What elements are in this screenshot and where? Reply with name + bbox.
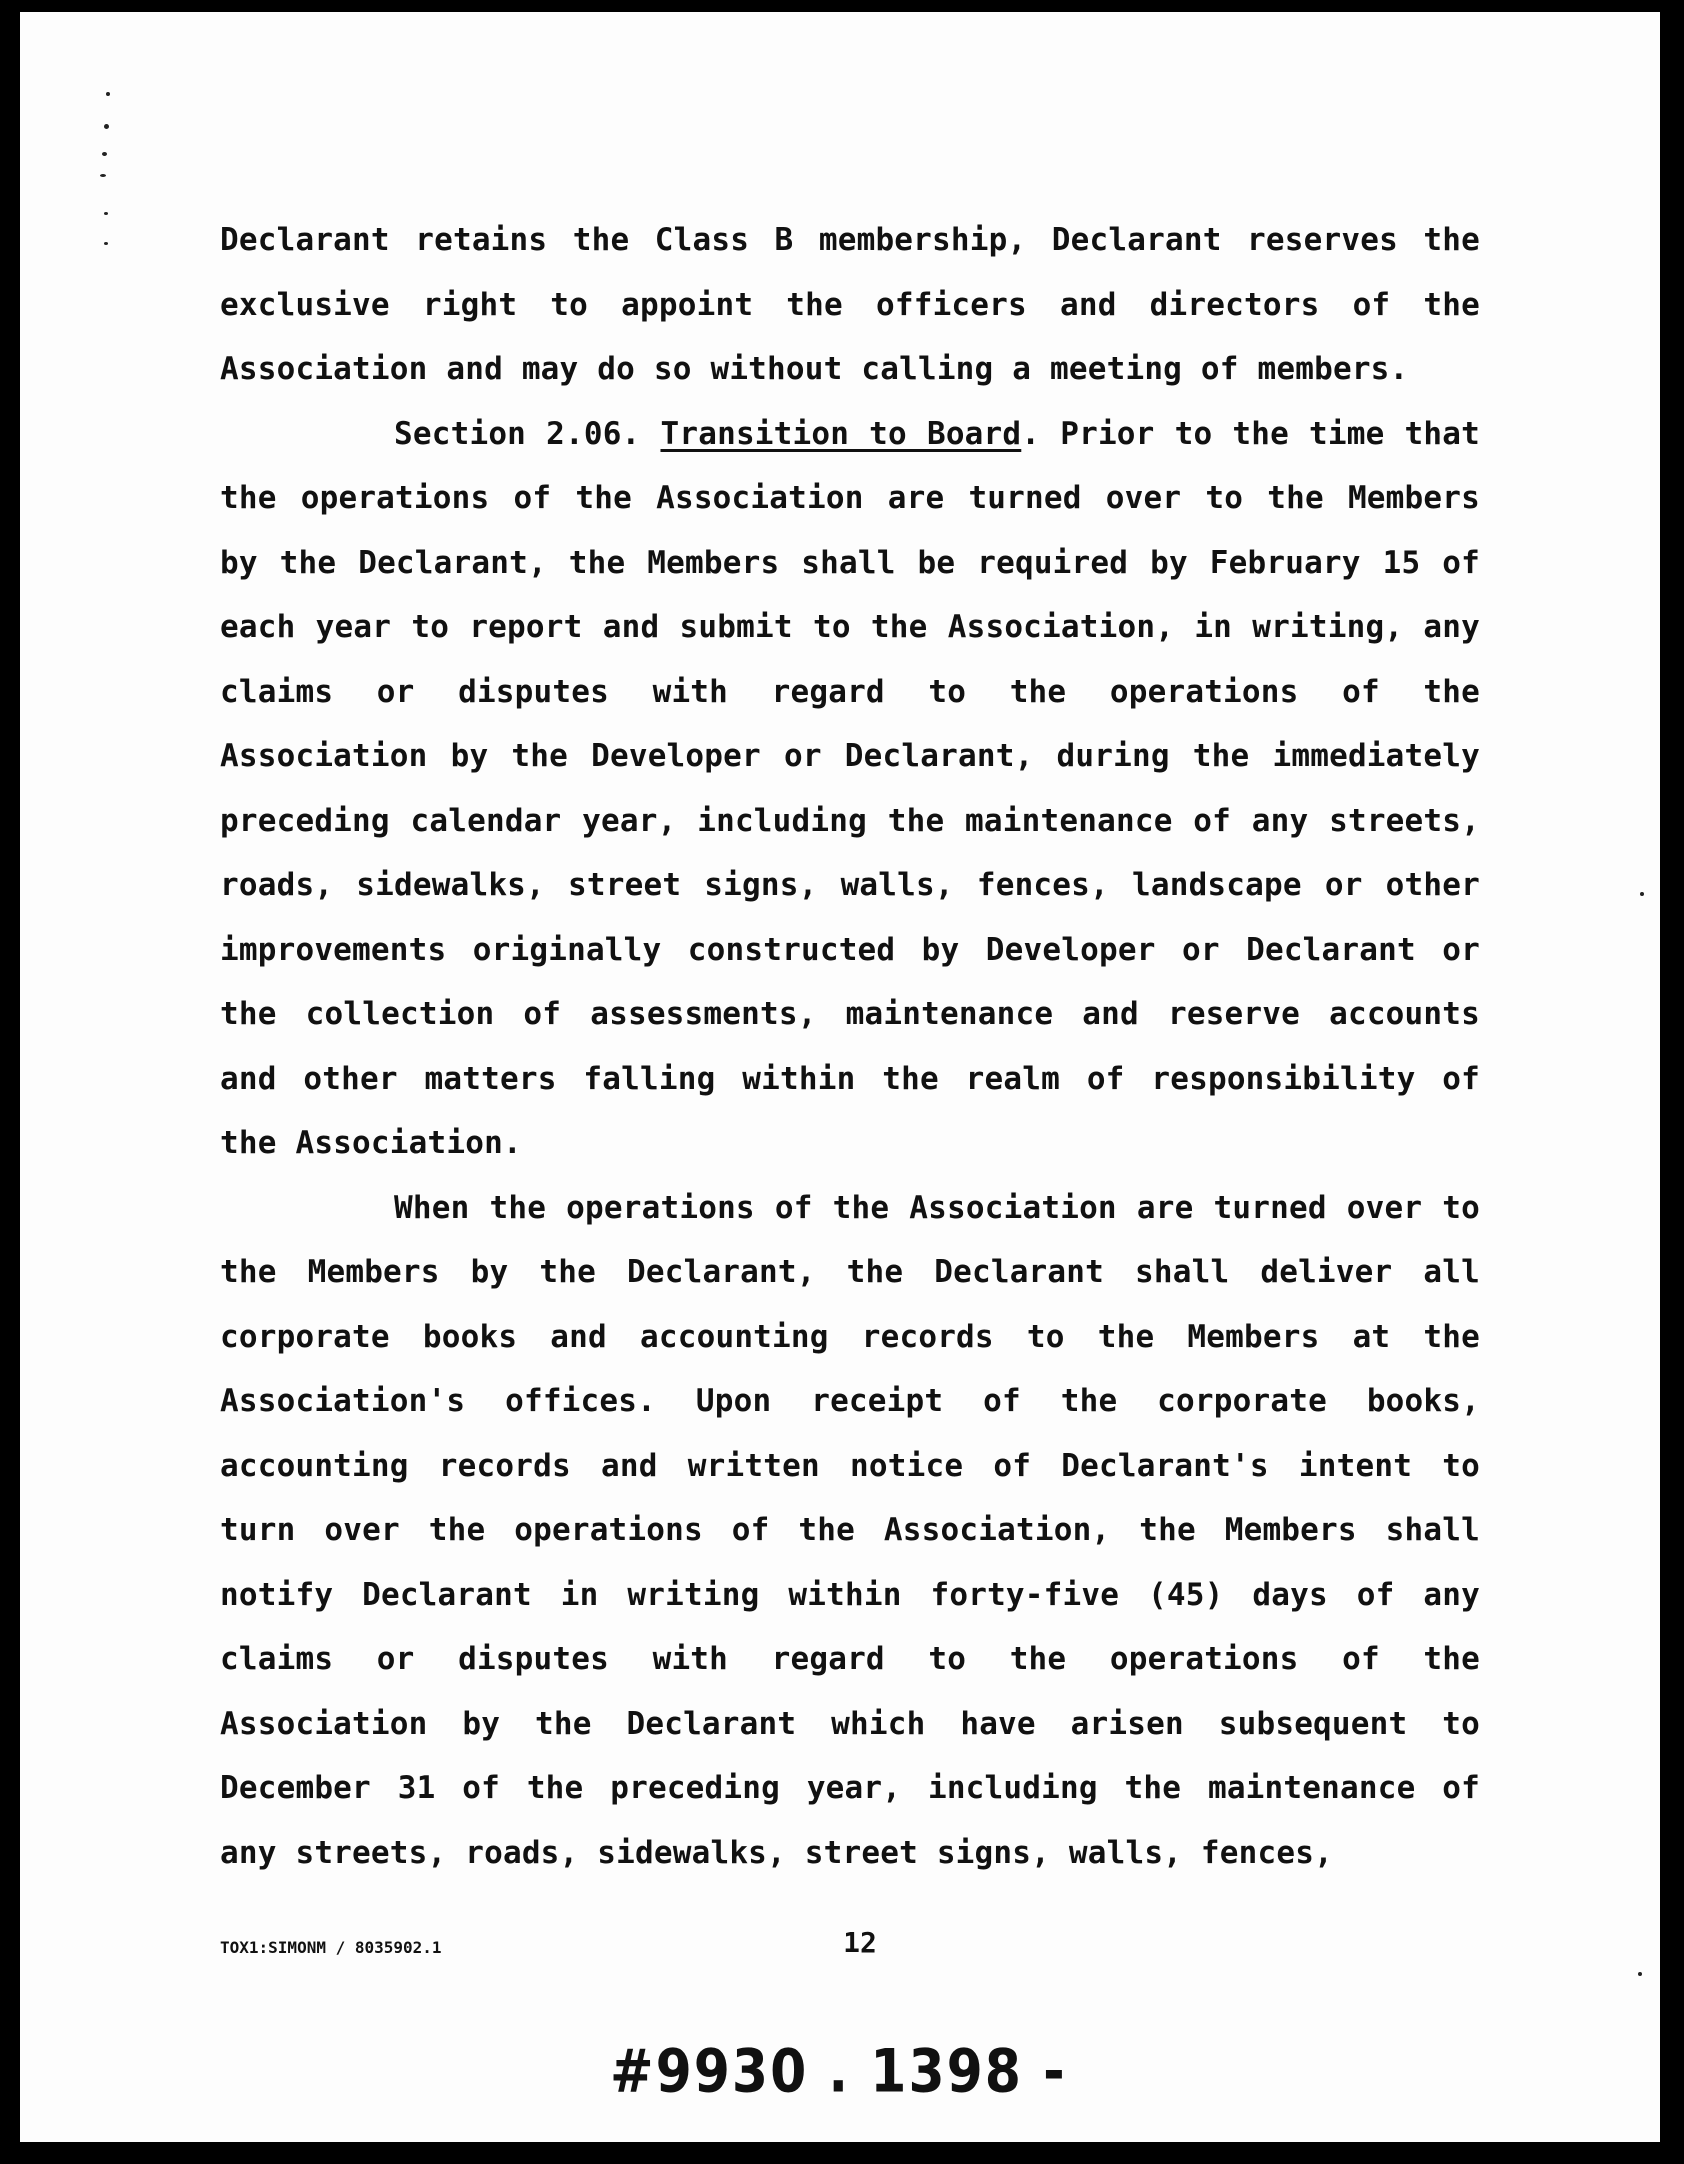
section-body: Prior to the time that the operations of the Association are turned over to the Members by the Declarant, the Members shall be required by February 15 of each year to report and submit to the Association, in writing, any claims or disputes with regard to the operations of the Association by the Developer or Declarant, during the immediately preceding calendar year, including the maintenance of any streets, roads, sidewalks, street signs, walls, fences, landscape or other improvements originally constructed by Developer or Declarant or the collection of assessments, maintenance and reserve accounts and other matters falling within the realm of responsibility of the Association. xyxy=(220,415,1480,1161)
scan-speck xyxy=(106,92,110,96)
paragraph-3: When the operations of the Association are turned over to the Members by the Declarant, the Declarant shall deliver all corporate books and accounting records to the Members at the Association's offices. Upon receipt of the corporate books, accounting records and written notice of Declarant's intent to turn over the operations of the Association, the Members shall notify Declarant in writing within forty-five (45) days of any claims or disputes with regard to the operations of the Association by the Declarant which have arisen subsequent to December 31 of the preceding year, including the maintenance of any streets, roads, sidewalks, street signs, walls, fences, xyxy=(220,1189,1480,1871)
section-number: Section 2.06. xyxy=(394,415,641,452)
scan-speck xyxy=(100,174,106,177)
document-code: TOX1:SIMONM / 8035902.1 xyxy=(220,1938,442,1957)
scan-speck xyxy=(104,242,108,245)
bates-stamp: #9930 . 1398 - xyxy=(610,2037,1067,2107)
paragraph-1: Declarant retains the Class B membership, Declarant reserves the exclusive right to appoint the officers and directors of the Association and may do so without calling a meeting of members. xyxy=(220,222,1480,387)
scan-speck xyxy=(104,124,109,129)
page-number: 12 xyxy=(843,1926,877,1959)
document-page xyxy=(20,12,1660,2142)
section-heading: Transition to Board xyxy=(660,415,1022,452)
scan-speck xyxy=(102,152,107,156)
scan-speck xyxy=(1640,892,1644,896)
section-heading-punct: . xyxy=(1021,415,1041,452)
scan-speck xyxy=(1638,1972,1642,1976)
body-text xyxy=(220,208,1480,1885)
scan-speck xyxy=(104,212,108,215)
paragraph-section-2-06 xyxy=(220,402,1480,1176)
